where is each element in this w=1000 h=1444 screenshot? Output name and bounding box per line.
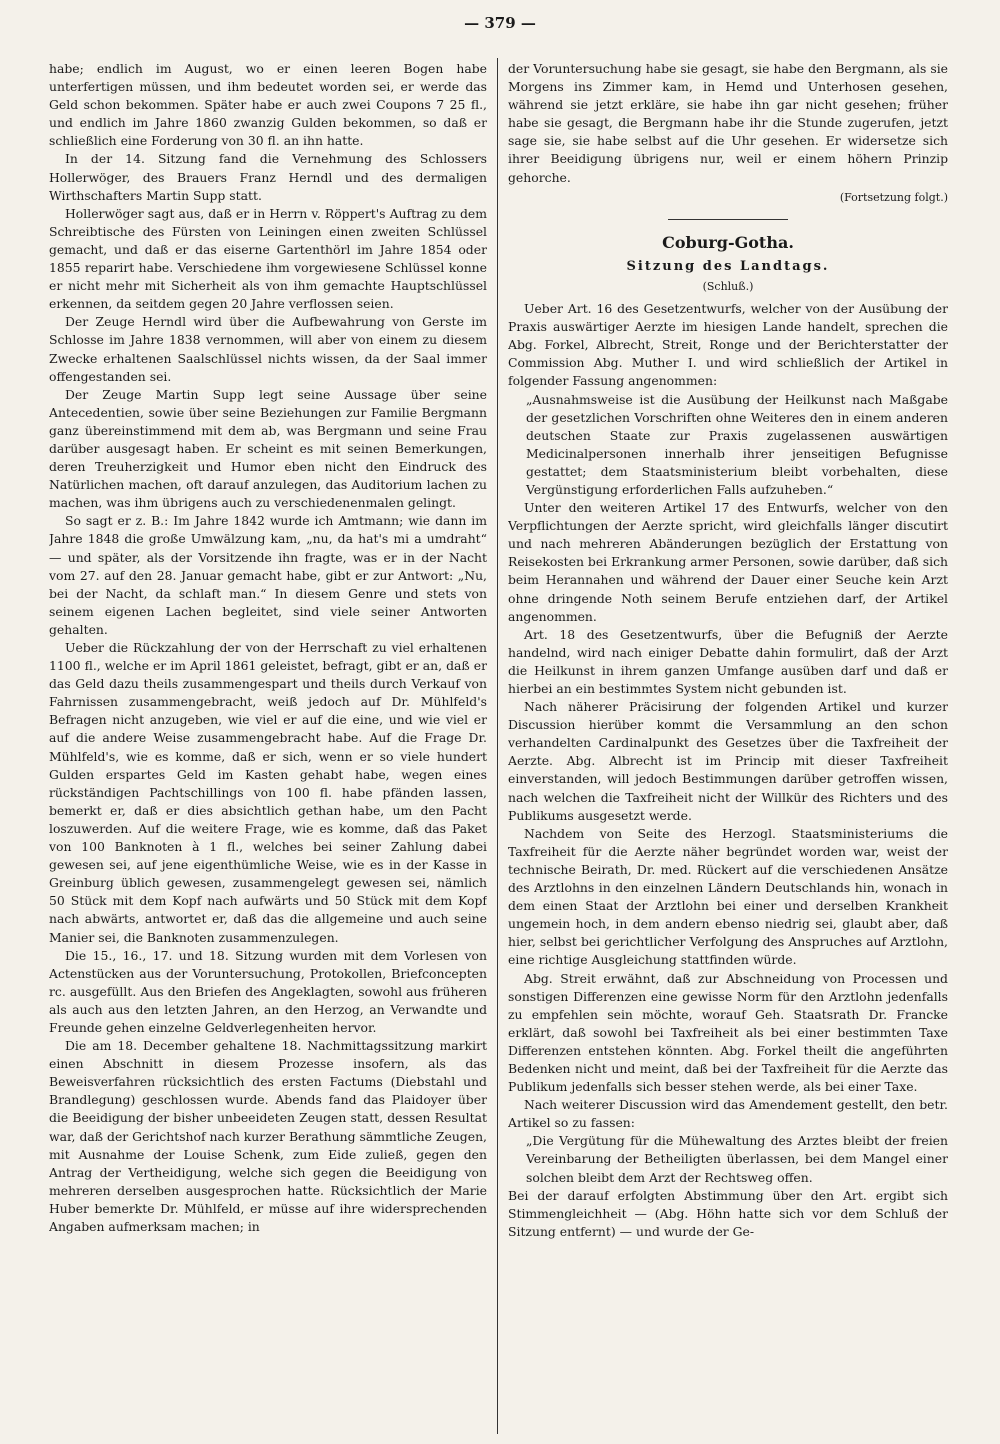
section-divider (668, 219, 788, 220)
paragraph: der Voruntersuchung habe sie gesagt, sie habe den Bergmann, als sie Morgens ins Zimmer kam, in Hemd und Unterhosen gesehen, während sie jetzt erkläre, sie habe ihn gar nicht gesehen; früher habe sie gesagt, die Bergmann habe ihr die Stunde zugerufen, jetzt sage sie, sie habe selbst auf die Uhr gesehen. Er widersetze sich ihrer Beeidigung übrigens nur, weil er einem höhern Prinzip gehorche. (508, 61, 948, 185)
quote-text: „Ausnahmsweise ist die Ausübung der Heilkunst nach Maßgabe der gesetzlichen Vorschriften ohne Weiteres den in einem anderen deutschen Staate zur Praxis zugelassenen auswärtigen Medicinalpersonen innerhalb ihrer jenseitigen Befugnisse gestattet; dem Staatsministerium bleibt vorbehalten, diese Vergünstigung erforderlichen Falls aufzuheben.“ (526, 391, 948, 497)
section-subheading: Sitzung des Landtags. (626, 258, 830, 274)
quotation (508, 1132, 948, 1186)
quote-text: „Die Vergütung für die Mühewaltung des Arztes bleibt der freien Vereinbarung der Betheiligten überlassen, bei dem Mangel einer solchen bleibt dem Arzt der Rechtsweg offen. (526, 1133, 948, 1185)
paragraph: Der Zeuge Herndl wird über die Aufbewahrung von Gerste im Schlosse im Jahre 1838 vernommen, will aber von einem zu diesem Zwecke erhaltenen Saalschlüssel nichts wissen, da der Saal immer offengestanden sei. (49, 314, 487, 384)
continuation-note: (Fortsetzung folgt.) (839, 190, 948, 204)
paragraph: Nachdem von Seite des Herzogl. Staatsministeriums die Taxfreiheit für die Aerzte näher begründet worden war, weist der technische Beirath, Dr. med. Rückert auf die verschiedenen Ansätze des Arztlohns in den einzelnen Ländern Deutschlands hin, wonach in dem einen Staat der Arztlohn bei einer und derselben Krankheit ungemein hoch, in dem andern ebenso niedrig sei, glaubt aber, daß hier, selbst bei gerichtlicher Verfolgung des Anspruches auf Arztlohn, eine richtige Ausgleichung stattfinden würde. (508, 825, 948, 968)
paragraph: habe; endlich im August, wo er einen leeren Bogen habe unterfertigen müssen, und ihm bedeutet worden sei, er werde das Geld schon bekommen. Später habe er auch zwei Coupons 7 25 fl., und endlich im Jahre 1860 zwanzig Gulden bekommen, so daß er schließlich eine Forderung von 30 fl. an ihn hatte. (49, 61, 487, 149)
paragraph: Nach weiterer Discussion wird das Amendement gestellt, den betr. Artikel so zu fassen: (508, 1097, 948, 1131)
column-divider (497, 58, 498, 1434)
right-column (508, 60, 948, 1432)
section-heading: Coburg-Gotha. (662, 232, 794, 252)
section-note: (Schluß.) (702, 279, 754, 293)
paragraph: Nach näherer Präcisirung der folgenden Artikel und kurzer Discussion hierüber kommt die Versammlung an den schon verhandelten Cardinalpunkt des Gesetzes über die Taxfreiheit der Aerzte. Abg. Albrecht ist im Princip mit dieser Taxfreiheit einverstanden, will jedoch Bestimmungen darüber getroffen wissen, nach welchen die Taxfreiheit nicht der Willkür des Richters und des Publikums ausgesetzt werde. (508, 699, 948, 823)
paragraph: Ueber Art. 16 des Gesetzentwurfs, welcher von der Ausübung der Praxis auswärtiger Aerzte im hiesigen Lande handelt, sprechen die Abg. Forkel, Albrecht, Streit, Ronge und der Berichterstatter der Commission Abg. Muther I. und wird schließlich der Artikel in folgender Fassung angenommen: (508, 301, 948, 389)
paragraph: Bei der darauf erfolgten Abstimmung über den Art. ergibt sich Stimmengleichheit — (Abg. Höhn hatte sich vor dem Schluß der Sitzung entfernt) — und wurde der Ge- (508, 1187, 948, 1239)
quotation (508, 391, 948, 500)
paragraph: Unter den weiteren Artikel 17 des Entwurfs, welcher von den Verpflichtungen der Aerzte spricht, wird gleichfalls länger discutirt und nach mehreren Abänderungen bezüglich der Erstattung von Reisekosten bei Erkrankung armer Personen, sowie darüber, daß sich beim Herannahen und während der Dauer einer Seuche kein Arzt ohne dringende Noth seinem Berufe entziehen darf, der Artikel angenommen. (508, 500, 948, 624)
paragraph: Ueber die Rückzahlung der von der Herrschaft zu viel erhaltenen 1100 fl., welche er im April 1861 geleistet, befragt, gibt er an, daß er das Geld dazu theils zusammengespart und theils durch Verkauf von Fahrnissen zusammengebracht, weiß jedoch auf Dr. Mühlfeld's Befragen nicht anzugeben, wie viel er auf die eine, und wie viel er auf die andere Weise zusammengebracht habe. Auf die Frage Dr. Mühlfeld's, wie es komme, daß er sich, wenn er so viele hundert Gulden erspartes Geld im Kasten gehabt habe, wegen eines rückständigen Pachtschillings von 100 fl. habe pfänden lassen, bemerkt er, daß er dies absichtlich gethan habe, um den Pacht loszuwerden. Auf die weitere Frage, wie es komme, daß das Paket von 100 Banknoten à 1 fl., welches bei seiner Zahlung dabei gewesen sei, auf jene eigenthümliche Weise, wie es in der Kasse in Greinburg üblich gewesen, zusammengelegt gewesen sei, nämlich 50 Stück mit dem Kopf nach aufwärts und 50 Stück mit dem Kopf nach abwärts, antwortet er, daß das die allgemeine und auch seine Manier sei, die Banknoten zusammenzulegen. (49, 640, 487, 945)
paragraph: So sagt er z. B.: Im Jahre 1842 wurde ich Amtmann; wie dann im Jahre 1848 die große Umwälzung kam, „nu, da hat's mi a umdraht“ — und später, als der Vorsitzende ihn fragte, was er in der Nacht vom 27. auf den 28. Januar gemacht habe, gibt er zur Antwort: „Nu, bei der Nacht, da schlaft man.“ In diesem Genre und stets von seinem eigenen Lachen begleitet, sind viele seiner Antworten gehalten. (49, 513, 487, 637)
paragraph: Abg. Streit erwähnt, daß zur Abschneidung von Processen und sonstigen Differenzen eine gewisse Norm für den Arztlohn jedenfalls zu empfehlen sein möchte, worauf Geh. Staatsrath Dr. Francke erklärt, daß sowohl bei Taxfreiheit als bei einer bestimmten Taxe Differenzen entstehen könnten. Abg. Forkel theilt die angeführten Bedenken nicht und meint, daß bei der Taxfreiheit für die Aerzte das Publikum jedenfalls sich besser stehen werde, als bei einer Taxe. (508, 970, 948, 1095)
paragraph: Die 15., 16., 17. und 18. Sitzung wurden mit dem Vorlesen von Actenstücken aus der Voruntersuchung, Protokollen, Briefconcepten rc. ausgefüllt. Aus den Briefen des Angeklagten, sowohl aus früheren als auch aus den letzten Jahren, an den Herzog, an Verwandte und Freunde gehen einzelne Geldverlegenheiten hervor. (49, 947, 487, 1035)
paragraph: Art. 18 des Gesetzentwurfs, über die Befugniß der Aerzte handelnd, wird nach einiger Debatte dahin formulirt, daß der Arzt die Heilkunst in ihrem ganzen Umfange ausüben darf und daß er hierbei an ein bestimmtes System nicht gebunden ist. (508, 626, 948, 696)
left-column (49, 60, 487, 1432)
paragraph: In der 14. Sitzung fand die Vernehmung des Schlossers Hollerwöger, des Brauers Franz Herndl und des dermaligen Wirthschafters Martin Supp statt. (49, 151, 487, 203)
page-number: — 379 — (464, 14, 536, 32)
paragraph: Hollerwöger sagt aus, daß er in Herrn v. Röppert's Auftrag zu dem Schreibtische des Fürsten von Leiningen einen zweiten Schlüssel gemacht, und daß er das eiserne Gartenthörl im Jahre 1854 oder 1855 reparirt habe. Verschiedene ihm vorgewiesene Schlüssel konne er nicht mehr mit Sicherheit als von ihm gemachte Hauptschlüssel erkennen, da seitdem gegen 20 Jahre verflossen seien. (49, 205, 487, 312)
paragraph: Die am 18. December gehaltene 18. Nachmittagssitzung markirt einen Abschnitt in diesem Prozesse insofern, als das Beweisverfahren rücksichtlich des ersten Factums (Diebstahl und Brandlegung) geschlossen wurde. Abends fand das Plaidoyer über die Beeidigung der bisher unbeeideten Zeugen statt, dessen Resultat war, daß der Gerichtshof nach kurzer Berathung sämmtliche Zeugen, mit Ausnahme der Louise Schenk, zum Eide zuließ, gegen den Antrag der Vertheidigung, welche sich gegen die Beeidigung von mehreren derselben ausgesprochen hatte. Rücksichtlich der Marie Huber bemerkte Dr. Mühlfeld, er müsse auf ihre widersprechenden Angaben aufmerksam machen; in (49, 1038, 487, 1234)
paragraph: Der Zeuge Martin Supp legt seine Aussage über seine Antecedentien, sowie über seine Beziehungen zur Familie Bergmann ganz übereinstimmend mit dem ab, was Bergmann und seine Frau darüber ausgesagt haben. Er scheint es mit seinen Bemerkungen, deren Treuherzigkeit und Humor eben nicht den Eindruck des Natürlichen machen, oft darauf anzulegen, das Auditorium lachen zu machen, was ihm übrigens auch zu verschiedenenmalen gelingt. (49, 386, 487, 511)
